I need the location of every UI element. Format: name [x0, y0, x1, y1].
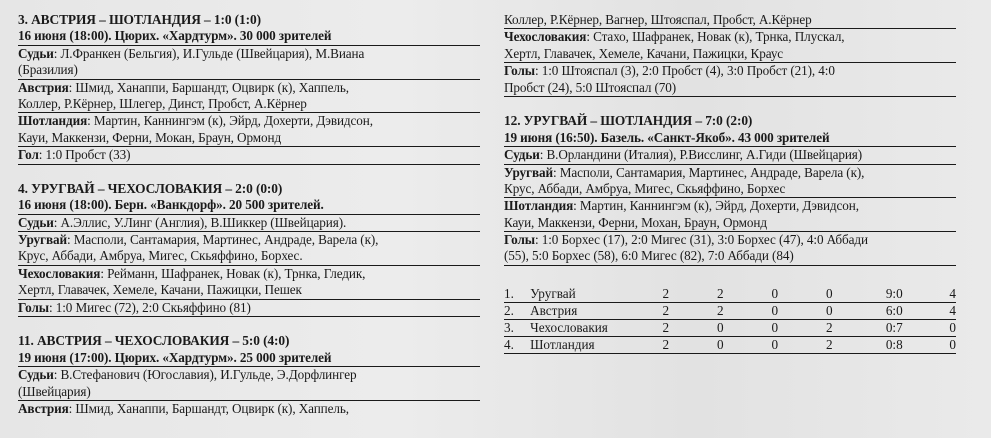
team1-text: : Масполи, Сантамария, Мартинес, Андраде, Варела (к), [66, 232, 379, 248]
standings-goal-score: 0:7 [885, 320, 903, 336]
standings-losses: 2 [826, 320, 833, 336]
referees-cont: (Бразилия) [18, 62, 480, 79]
team2-label: Шотландия [18, 113, 88, 129]
team2-text: : Мартин, Каннингэм (к), Эйрд, Дохерти, Дэвидсон, [573, 198, 859, 214]
team2-lineup-cont: Кауи, Маккензи, Ферни, Мокан, Браун, Ормонд [18, 130, 480, 147]
standings-points: 0 [949, 337, 956, 353]
spacer [504, 266, 956, 286]
team1-label: Австрия [18, 79, 69, 95]
standings-goal-score: 6:0 [885, 303, 903, 319]
match-info: 19 июня (17:00). Цюрих. «Хардтурм». 25 000 зрителей [18, 350, 480, 367]
standings-draws: 0 [771, 303, 779, 319]
goals-label: Гол [18, 147, 39, 163]
team1-lineup-cont: Крус, Аббади, Амбруа, Мигес, Скьяффино, Борхес [504, 181, 956, 198]
goals-label: Голы [504, 232, 535, 248]
goals [18, 147, 480, 164]
match-title: 4. УРУГВАЙ – ЧЕХОСЛОВАКИЯ – 2:0 (0:0) [18, 180, 283, 196]
referees-text: : В.Орландини (Италия), Р.Висслинг, А.Гиди (Швейцария) [539, 147, 863, 163]
team2-lineup [504, 198, 956, 214]
group-standings-table [504, 286, 956, 354]
match-11-continued [504, 12, 956, 97]
team1-lineup [18, 232, 480, 248]
goals [504, 232, 956, 248]
standings-wins: 2 [717, 303, 724, 319]
referees-label: Судьи [18, 367, 54, 383]
standings-team-name: Уругвай [530, 286, 576, 302]
team1-text: : Шмид, Ханаппи, Баршандт, Оцвирк (к), Хаппель, [68, 79, 349, 95]
match-info: 16 июня (18:00). Берн. «Ванкдорф». 20 500 зрителей. [18, 197, 480, 214]
standings-row [504, 336, 956, 353]
match-info: 19 июня (16:50). Базель. «Санкт-Якоб». 43 000 зрителей [504, 130, 956, 147]
match-title: 12. УРУГВАЙ – ШОТЛАНДИЯ – 7:0 (2:0) [504, 113, 753, 129]
team1-lineup [504, 165, 956, 181]
referees-label: Судьи [18, 214, 54, 230]
standings-wins: 0 [717, 337, 724, 353]
standings-row [504, 302, 956, 319]
team2-lineup [18, 113, 480, 129]
standings-rank: 4. [504, 337, 514, 353]
spacer [18, 317, 480, 333]
team1-lineup [18, 401, 480, 417]
match-info: 16 июня (18:00). Цюрих. «Хардтурм». 30 000 зрителей [18, 28, 480, 45]
team1-lineup-cont: Коллер, Р.Кёрнер, Шлегер, Динст, Пробст, А.Кёрнер [18, 96, 480, 113]
standings-played: 2 [662, 303, 670, 319]
referees [18, 215, 480, 232]
goals-text: : 1:0 Штояспал (3), 2:0 Пробст (4), 3:0 Пробст (21), 4:0 [534, 63, 835, 79]
standings-team-name: Шотландия [530, 337, 595, 353]
goals [18, 300, 480, 317]
standings-goal-score: 9:0 [885, 286, 903, 302]
standings-draws: 0 [771, 337, 779, 353]
standings-wins: 0 [717, 320, 724, 336]
standings-goal-score: 0:8 [885, 337, 903, 353]
team2-lineup [504, 29, 956, 45]
team2-lineup-cont: Хертл, Главачек, Хемеле, Качани, Пажицки, Пешек [18, 282, 480, 299]
team2-text: : Стахо, Шафранек, Новак (к), Трнка, Плускал, [586, 29, 845, 45]
left-column [18, 12, 480, 417]
standings-points: 4 [949, 303, 956, 319]
goals [504, 63, 956, 79]
team2-lineup [18, 266, 480, 282]
team1-lineup [18, 80, 480, 96]
standings-team-name: Чехословакия [530, 320, 608, 336]
goals-text: : 1:0 Пробст (33) [38, 147, 131, 163]
standings-losses: 2 [826, 337, 833, 353]
match-title: 3. АВСТРИЯ – ШОТЛАНДИЯ – 1:0 (1:0) [18, 12, 261, 27]
referees-label: Судьи [504, 147, 540, 163]
goals-label: Голы [504, 63, 535, 79]
standings-losses: 0 [826, 286, 833, 302]
goals-cont: (55), 5:0 Борхес (58), 6:0 Мигес (82), 7:0 Аббади (84) [504, 248, 956, 265]
match-4 [18, 181, 480, 317]
team2-label: Чехословакия [504, 29, 587, 45]
team1-text: : Масполи, Сантамария, Мартинес, Андраде, Варела (к), [552, 164, 865, 180]
team1-lineup-cont: Коллер, Р.Кёрнер, Вагнер, Штояспал, Пробст, А.Кёрнер [504, 12, 956, 29]
team2-label: Шотландия [504, 198, 574, 214]
standings-points: 0 [949, 320, 956, 336]
standings-played: 2 [662, 320, 670, 336]
team1-label: Австрия [18, 400, 69, 416]
standings-rank: 1. [504, 286, 514, 302]
referees [504, 147, 956, 164]
referees-text: : Л.Франкен (Бельгия), И.Гульде (Швейцария), М.Виана [53, 45, 365, 61]
referees-cont: (Швейцария) [18, 384, 480, 401]
standings-row [504, 286, 956, 303]
team2-label: Чехословакия [18, 265, 101, 281]
standings-wins: 2 [717, 286, 724, 302]
referees-label: Судьи [18, 45, 54, 61]
team1-text: : Шмид, Ханаппи, Баршандт, Оцвирк (к), Хаппель, [68, 400, 349, 416]
referees [18, 367, 480, 383]
match-11 [18, 333, 480, 417]
goals-label: Голы [18, 299, 49, 315]
match-title: 11. АВСТРИЯ – ЧЕХОСЛОВАКИЯ – 5:0 (4:0) [18, 333, 290, 349]
standings-points: 4 [949, 286, 956, 302]
standings-losses: 0 [826, 303, 833, 319]
spacer [504, 97, 956, 113]
goals-cont: Пробст (24), 5:0 Штояспал (70) [504, 80, 956, 97]
standings-rank: 3. [504, 320, 514, 336]
match-3 [18, 12, 480, 165]
standings-team-name: Австрия [530, 303, 578, 319]
referees-text: : А.Эллис, У.Линг (Англия), В.Шиккер (Швейцария). [53, 214, 347, 230]
team1-lineup-cont: Крус, Аббади, Амбруа, Мигес, Скьяффино, Борхес. [18, 248, 480, 265]
goals-text: : 1:0 Мигес (72), 2:0 Скьяффино (81) [48, 299, 251, 315]
team1-label: Уругвай [504, 164, 553, 180]
standings-row [504, 319, 956, 336]
team2-text: : Рейманн, Шафранек, Новак (к), Трнка, Гледик, [100, 265, 366, 281]
spacer [18, 165, 480, 181]
standings-played: 2 [662, 337, 670, 353]
goals-text: : 1:0 Борхес (17), 2:0 Мигес (31), 3:0 Борхес (47), 4:0 Аббади [534, 232, 868, 248]
team1-label: Уругвай [18, 232, 67, 248]
standings-rank: 2. [504, 303, 514, 319]
match-12 [504, 113, 956, 266]
standings-draws: 0 [771, 286, 779, 302]
referees-text: : В.Стефанович (Югославия), И.Гульде, Э.Дорфлингер [53, 367, 357, 383]
team2-lineup-cont: Кауи, Маккензи, Ферни, Мохан, Браун, Ормонд [504, 215, 956, 232]
standings-body [504, 286, 956, 354]
standings-played: 2 [662, 286, 670, 302]
right-column [504, 12, 956, 354]
standings-draws: 0 [771, 320, 779, 336]
team2-lineup-cont: Хертл, Главачек, Хемеле, Качани, Пажицки, Краус [504, 46, 956, 63]
team2-text: : Мартин, Каннингэм (к), Эйрд, Дохерти, Дэвидсон, [87, 113, 373, 129]
referees [18, 46, 480, 62]
